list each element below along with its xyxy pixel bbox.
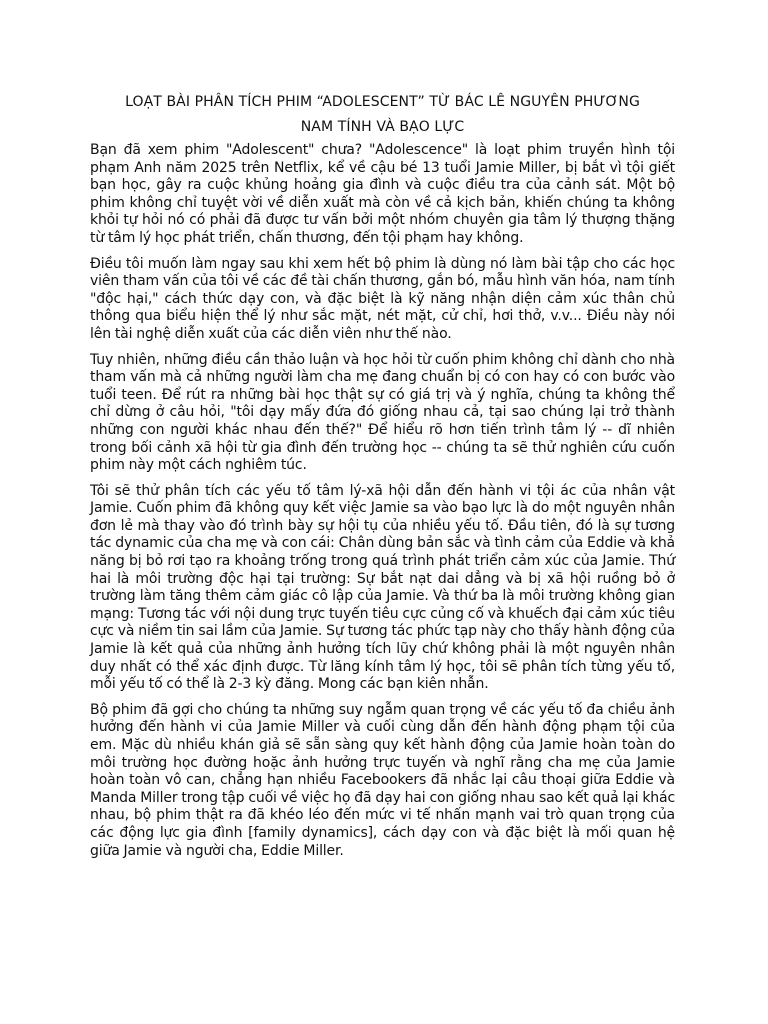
- paragraph-4: Tôi sẽ thử phân tích các yếu tố tâm lý-xã hội dẫn đến hành vi tội ác của nhân vật Jamie. Cuốn phim đã không quy kết việc Jamie sa vào bạo lực là do một nguyên nhân đơn lẻ mà thay vào đó trình bày sự hội tụ của nhiều yếu tố. Đầu tiên, đó là sự tương tác dynamic của cha mẹ và con cái: Chân dùng bản sắc và tình cảm của Eddie và khả năng bị bỏ rơi tạo ra khoảng trống trong quá trình phát triển cảm xúc của Jamie. Thứ hai là môi trường độc hại tại trường: Sự bắt nạt dai dẳng và bị xã hội ruồng bỏ ở trường làm tăng thêm cảm giác cô lập của Jamie. Và thứ ba là môi trường không gian mạng: Tương tác với nội dung trực tuyến tiêu cực củng cố và khuếch đại cảm xúc tiêu cực và niềm tin sai lầm của Jamie. Sự tương tác phức tạp này cho thấy hành động của Jamie là kết quả của những ảnh hưởng tích lũy chứ không phải là một nguyên nhân duy nhất có thể xác định được. Từ lăng kính tâm lý học, tôi sẽ phân tích từng yếu tố, mỗi yếu tố có thể là 2-3 kỳ đăng. Mong các bạn kiên nhẫn.: [90, 482, 675, 693]
- title-line-2: NAM TÍNH VÀ BẠO LỰC: [300, 119, 465, 135]
- document-title: [90, 94, 675, 136]
- title-line-1: LOẠT BÀI PHÂN TÍCH PHIM “ADOLESCENT” TỪ BÁC LÊ NGUYÊN PHƯƠNG: [125, 94, 640, 110]
- paragraph-1: Bạn đã xem phim "Adolescent" chưa? "Adolescence" là loạt phim truyền hình tội phạm Anh năm 2025 trên Netflix, kể về cậu bé 13 tuổi Jamie Miller, bị bắt vì tội giết bạn học, gây ra cuộc khủng hoảng gia đình và cuộc điều tra của cảnh sát. Một bộ phim không chỉ tuyệt vời về diễn xuất mà còn về cả kịch bản, khiến chúng ta không khỏi tự hỏi nó có phải đã được tư vấn bởi một nhóm chuyên gia tâm lý thượng thặng từ tâm lý học phát triển, chấn thương, đến tội phạm hay không.: [90, 142, 675, 246]
- paragraph-3: Tuy nhiên, những điều cần thảo luận và học hỏi từ cuốn phim không chỉ dành cho nhà tham vấn mà cả những người làm cha mẹ đang chuẩn bị có con hay có con bước vào tuổi teen. Để rút ra những bài học thật sự có giá trị và ý nghĩa, chúng ta không thể chỉ dừng ở câu hỏi, "tôi dạy mấy đứa đó giống nhau cả, tại sao chúng lại trở thành những con người khác nhau đến thế?" Để hiểu rõ hơn tiến trình tâm lý -- dĩ nhiên trong bối cảnh xã hội từ gia đình đến trường học -- chúng ta sẽ thử nghiên cứu cuốn phim này một cách nghiêm túc.: [90, 351, 675, 474]
- paragraph-5: Bộ phim đã gợi cho chúng ta những suy ngẫm quan trọng về các yếu tố đa chiều ảnh hưởng đến hành vi của Jamie Miller và cuối cùng dẫn đến hành động phạm tội của em. Mặc dù nhiều khán giả sẽ sẵn sàng quy kết hành động của Jamie hoàn toàn do môi trường học đường hoặc ảnh hưởng trực tuyến và nghĩ rằng cha mẹ của Jamie hoàn toàn vô can, chẳng hạn nhiều Facebookers đã nhắc lại câu thoại giữa Eddie và Manda Miller trong tập cuối về việc họ đã dạy hai con giống nhau sao kết quả lại khác nhau, bộ phim thật ra đã khéo léo đến mức vi tế nhấn mạnh vai trò quan trọng của các động lực gia đình [family dynamics], cách dạy con và đặc biệt là mối quan hệ giữa Jamie và người cha, Eddie Miller.: [90, 701, 675, 859]
- paragraph-2: Điều tôi muốn làm ngay sau khi xem hết bộ phim là dùng nó làm bài tập cho các học viên tham vấn của tôi về các đề tài chấn thương, gắn bó, mẫu hình văn hóa, nam tính "độc hại," cách thức dạy con, và đặc biệt là kỹ năng nhận diện cảm xúc thân chủ thông qua biểu hiện thể lý như sắc mặt, nét mặt, cử chỉ, hơi thở, v.v... Điều này nói lên tài nghệ diễn xuất của các diễn viên như thế nào.: [90, 255, 675, 342]
